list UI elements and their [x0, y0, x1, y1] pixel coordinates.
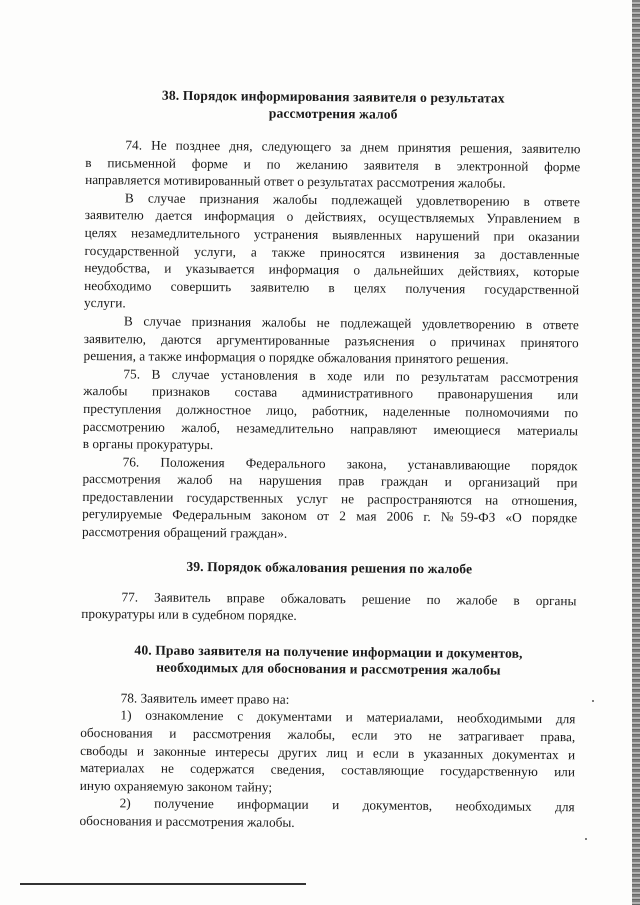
- text-line: предоставлении государственных услуг не распространяются на отношения,: [82, 488, 578, 509]
- paragraph: [79, 794, 574, 834]
- text-line: заявителю дается информация о действиях, осуществляемых Управлением в: [84, 207, 580, 227]
- paragraph: [84, 312, 579, 369]
- paragraph: [83, 365, 579, 457]
- text-line: материалах не содержатся сведения, составляющие государственную или: [79, 760, 576, 780]
- text-line: рассмотрению жалоб, незамедлительно направляют имеющиеся материалы: [82, 418, 579, 438]
- text-line: рассмотрения обращений граждан».: [81, 524, 288, 541]
- text-line: целях незамедлительного устранения выявленных нарушений при оказании: [84, 224, 580, 245]
- text-line: В случае признания жалобы подлежащей удовлетворению в ответе: [124, 190, 581, 210]
- text-line: 78. Заявитель имеет право на:: [120, 690, 290, 707]
- paragraph: [84, 189, 580, 316]
- text-line: направляется мотивированный ответ о результатах рассмотрения жалобы.: [85, 172, 506, 191]
- text-line: государственной услуги, а также приносятся извинения за доставленные: [84, 242, 580, 262]
- scan-edge-artifact: [632, 0, 640, 905]
- text-line: 2) получение информации и документов, необходимых для: [119, 795, 575, 815]
- text-line: решения, а также информация о порядке обжалования принятого решения.: [83, 348, 509, 367]
- text-line: обоснования и рассмотрения жалобы.: [79, 812, 295, 830]
- heading-line: рассмотрения жалоб: [268, 105, 398, 122]
- text-line: в письменной форме и по желанию заявителя в электронной форме: [85, 154, 581, 174]
- scan-speck: [585, 838, 587, 840]
- text-line: регулируемые Федеральным законом от 2 мая 2006 г. №59-ФЗ «О порядке: [82, 506, 578, 526]
- section-38-body: [82, 136, 581, 545]
- text-line: В случае признания жалобы не подлежащей удовлетворению в ответе: [123, 313, 579, 333]
- text-line: услуги.: [83, 295, 126, 311]
- text-line: жалобы признаков состава административного правонарушения или: [83, 383, 579, 403]
- section-39-heading: [82, 557, 577, 578]
- heading-line: необходимых для обоснования и рассмотрения жалобы: [156, 659, 501, 678]
- text-line: 76. Положения Федерального закона, устанавливающие порядок: [122, 454, 578, 473]
- text-line: прокуратуры или в судебном порядке.: [81, 606, 297, 624]
- text-line: обоснования и рассмотрения жалобы, если это не затрагивает права,: [80, 725, 576, 745]
- text-line: 74. Не позднее дня, следующего за днем принятия решения, заявителю: [125, 137, 581, 157]
- heading-line: 40. Право заявителя на получение информации и документов,: [134, 642, 523, 661]
- heading-line: 39. Порядок обжалования решения по жалобе: [186, 558, 473, 577]
- text-line: свободы и законные интересы других лиц и если в указанных документах и: [80, 742, 576, 762]
- text-line: 77. Заявитель вправе обжаловать решение по жалобе в органы: [121, 588, 577, 608]
- scan-speck: [592, 700, 594, 702]
- text-line: 75. В случае установления в ходе или по результатам рассмотрения: [123, 366, 579, 386]
- section-40-body: [79, 689, 575, 834]
- text-line: заявителю, даются аргументированные разъяснения о причинах принятого: [83, 330, 579, 350]
- text-line: 1) ознакомление с документами и материалами, необходимыми для: [120, 707, 576, 727]
- paragraph: [85, 136, 580, 193]
- text-line: в органы прокуратуры.: [82, 436, 214, 453]
- paragraph: [80, 706, 576, 798]
- section-38-heading: [86, 86, 581, 124]
- paragraph: [82, 453, 578, 545]
- heading-line: 38. Порядок информирования заявителя о результатах: [161, 87, 505, 106]
- section-40-heading: [81, 641, 576, 679]
- scan-bottom-line-artifact: [20, 883, 306, 885]
- paragraph: [81, 588, 576, 628]
- text-line: неудобства, и указывается информация о дальнейших действиях, которые: [84, 260, 580, 280]
- section-39-body: [81, 588, 576, 628]
- document-body: [79, 80, 581, 834]
- text-line: рассмотрения жалоб на нарушения прав граждан и организаций при: [82, 471, 578, 491]
- text-line: иную охраняемую законом тайну;: [79, 777, 273, 795]
- text-line: необходимо совершить заявителю в целях получения государственной: [84, 277, 580, 298]
- text-line: преступления должностное лицо, работник, наделенные полномочиями по: [83, 400, 579, 421]
